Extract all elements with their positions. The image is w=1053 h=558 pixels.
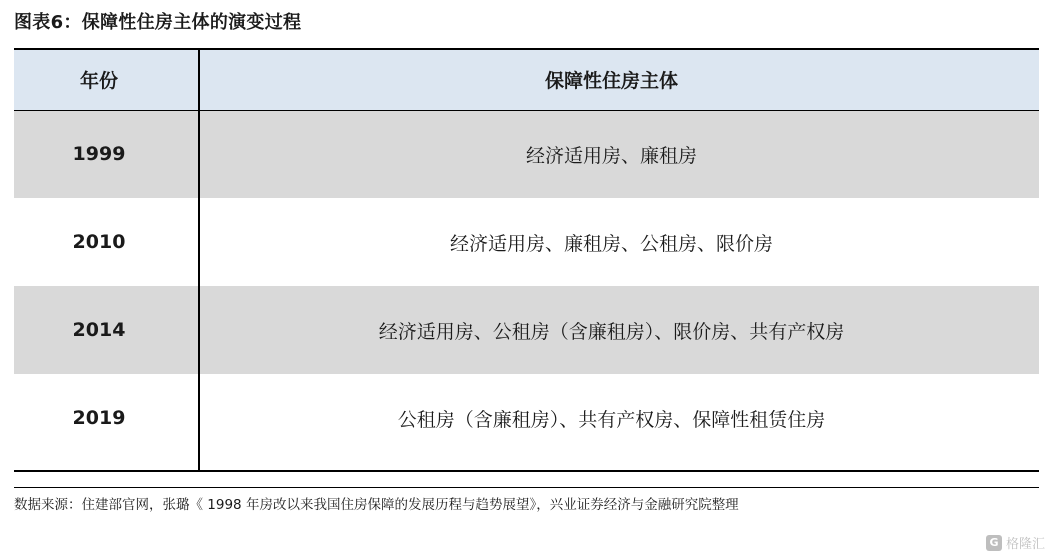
table-header-row bbox=[14, 48, 1039, 110]
column-header-year: 年份 bbox=[14, 48, 184, 110]
cell-year: 2019 bbox=[14, 374, 184, 462]
source-divider bbox=[14, 487, 1039, 488]
cell-year: 2010 bbox=[14, 198, 184, 286]
table-row bbox=[14, 374, 1039, 462]
watermark bbox=[986, 533, 1045, 552]
page-title: 图表6：保障性住房主体的演变过程 bbox=[14, 12, 302, 33]
cell-subject: 公租房（含廉租房）、共有产权房、保障性租赁住房 bbox=[184, 374, 1039, 462]
table-row bbox=[14, 286, 1039, 374]
cell-year: 1999 bbox=[14, 110, 184, 198]
data-table-container bbox=[14, 48, 1039, 462]
watermark-logo-icon: G bbox=[986, 535, 1002, 551]
table-column-divider bbox=[198, 48, 200, 472]
table-header-rule bbox=[14, 110, 1039, 111]
watermark-label: 格隆汇 bbox=[1005, 537, 1045, 552]
cell-subject: 经济适用房、公租房（含廉租房）、限价房、共有产权房 bbox=[184, 286, 1039, 374]
table-top-rule bbox=[14, 48, 1039, 50]
cell-subject: 经济适用房、廉租房、公租房、限价房 bbox=[184, 198, 1039, 286]
source-note: 数据来源：住建部官网，张璐《 1998 年房改以来我国住房保障的发展历程与趋势展望》，兴业证券经济与金融研究院整理 bbox=[14, 497, 739, 513]
table-bottom-rule bbox=[14, 470, 1039, 472]
column-header-subject: 保障性住房主体 bbox=[184, 48, 1039, 110]
cell-year: 2014 bbox=[14, 286, 184, 374]
table-row bbox=[14, 198, 1039, 286]
table-row bbox=[14, 110, 1039, 198]
cell-subject: 经济适用房、廉租房 bbox=[184, 110, 1039, 198]
